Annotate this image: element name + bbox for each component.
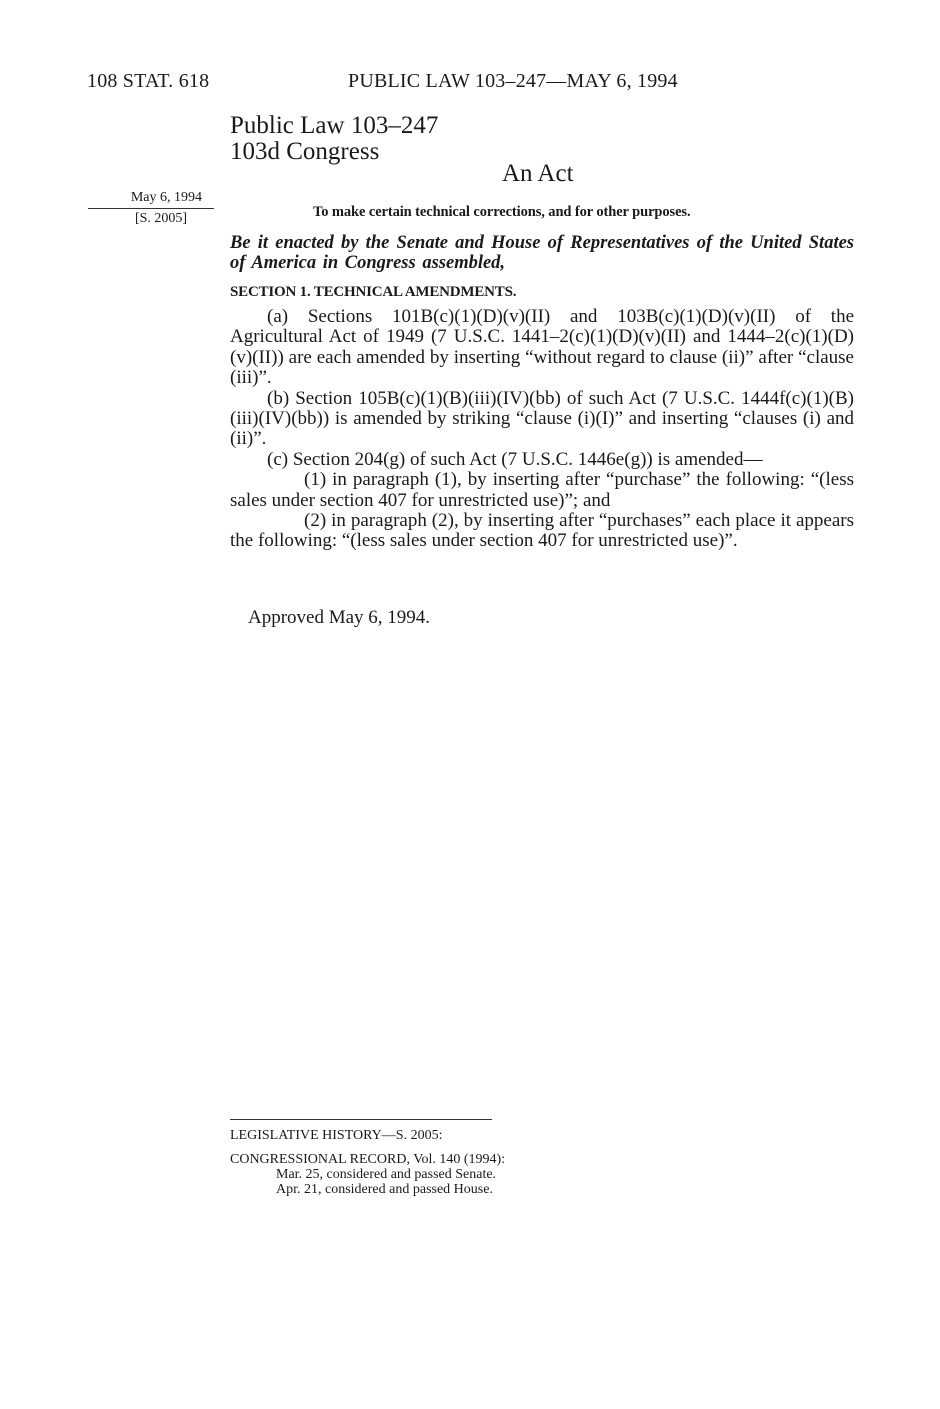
law-title-block (230, 113, 438, 165)
purpose-statement: To make certain technical corrections, and for other purposes. (313, 204, 691, 220)
paragraph-1: (1) in paragraph (1), by inserting after “purchase” the following: “(less sales under section 407 for unrestricted use)”; and (230, 469, 854, 511)
history-action: Mar. 25, considered and passed Senate. (276, 1167, 497, 1182)
congressional-record: CONGRESSIONAL RECORD, Vol. 140 (1994): (230, 1152, 506, 1167)
approval-date: Approved May 6, 1994. (248, 607, 431, 628)
running-title: PUBLIC LAW 103–247—MAY 6, 1994 (348, 70, 678, 92)
enacting-clause: Be it enacted by the Senate and House of Representatives of the United States of America in Congress assembled, (230, 233, 854, 273)
subsection-c: (c) Section 204(g) of such Act (7 U.S.C. 1446e(g)) is amended— (267, 448, 763, 470)
margin-date: May 6, 1994 (130, 190, 202, 205)
stat-page-number: 108 STAT. 618 (87, 70, 210, 92)
history-heading: LEGISLATIVE HISTORY—S. 2005: (230, 1128, 443, 1143)
section-heading: SECTION 1. TECHNICAL AMENDMENTS. (230, 284, 517, 300)
section-body (230, 307, 854, 552)
public-law-number: Public Law 103–247 (230, 112, 439, 139)
history-action: Apr. 21, considered and passed House. (276, 1182, 493, 1197)
margin-note (88, 190, 214, 227)
footnote-divider (230, 1119, 492, 1120)
legislative-history (230, 1128, 505, 1197)
margin-bill-number: [S. 2005] (134, 211, 188, 226)
paragraph-2: (2) in paragraph (2), by inserting after “purchases” each place it appears the following: “(less sales under section 407 for unrestricted use)”. (230, 510, 854, 552)
subsection-b: (b) Section 105B(c)(1)(B)(iii)(IV)(bb) of such Act (7 U.S.C. 1444f(c)(1)(B)(iii)(IV)(bb)) is amended by striking “clause (i)(I)” and inserting “clauses (i) and (ii)”. (230, 387, 854, 450)
congress-label: 103d Congress (230, 138, 380, 165)
margin-divider (88, 208, 214, 209)
act-heading: An Act (502, 160, 574, 187)
subsection-a: (a) Sections 101B(c)(1)(D)(v)(II) and 103B(c)(1)(D)(v)(II) of the Agricultural Act of 1949 (7 U.S.C. 1441–2(c)(1)(D)(v)(II) and 1444–2(c)(1)(D)(v)(II)) are each amended by inserting “without regard to clause (ii)” after “clause (iii)”. (230, 306, 854, 389)
